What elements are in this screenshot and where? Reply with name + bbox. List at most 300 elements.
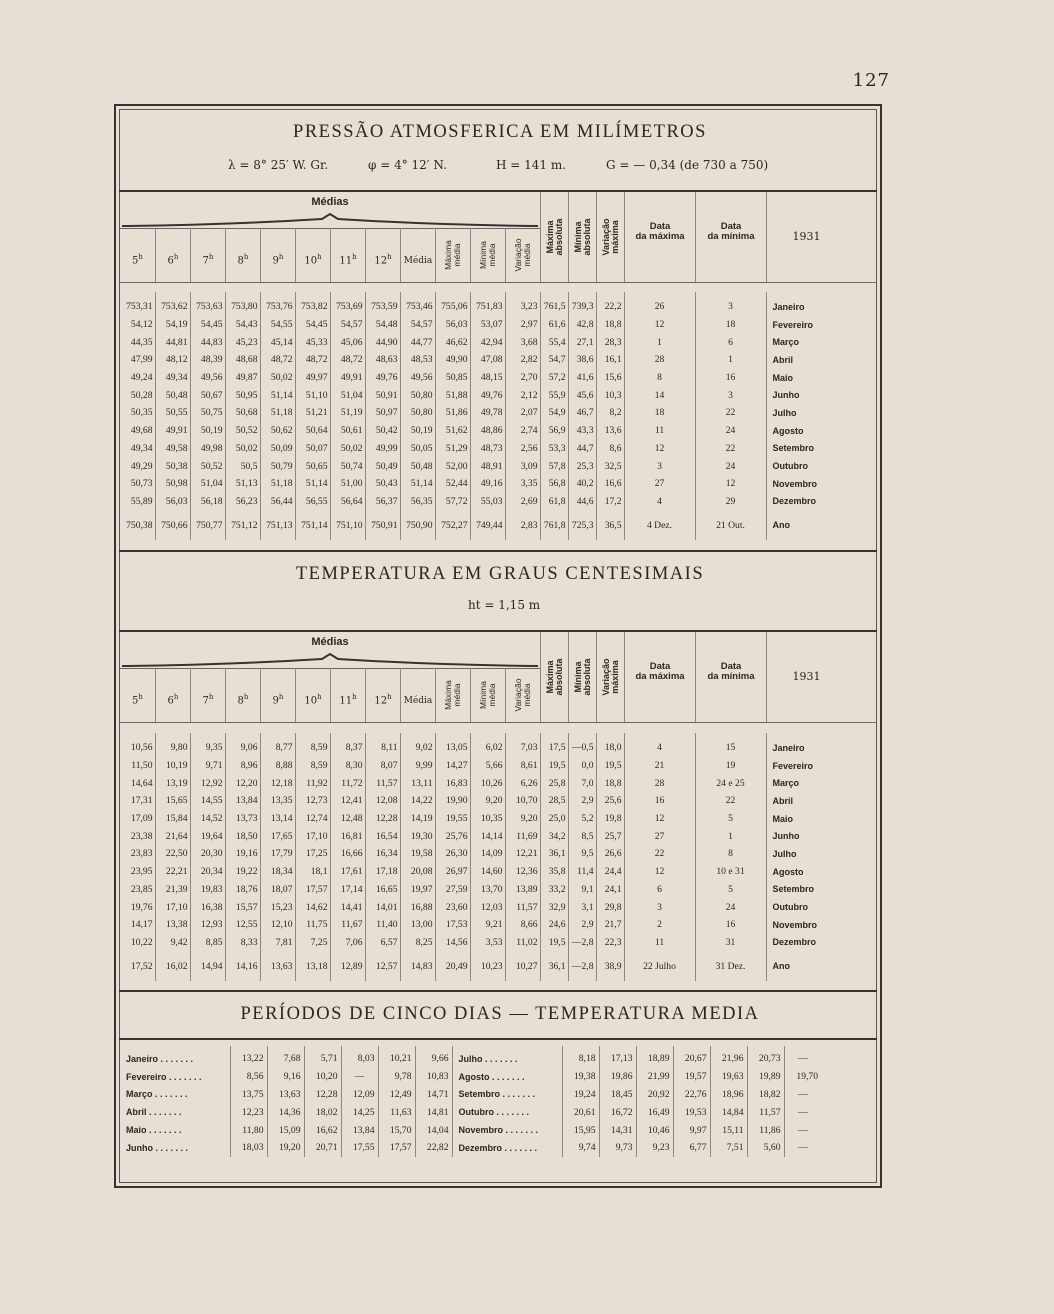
temperature-cell: 9,99	[400, 757, 435, 775]
periods-cell: 8,03	[341, 1046, 378, 1068]
temperature-cell: 8,33	[225, 934, 260, 952]
pressure-cell: 54,9	[540, 404, 568, 422]
pressure-cell: 6	[695, 333, 766, 351]
table-row	[120, 934, 846, 952]
pressure-cell: 50,05	[400, 440, 435, 458]
pressure-cell: 51,18	[260, 404, 295, 422]
pressure-cell: 2,70	[505, 369, 540, 387]
periods-cell: 10,46	[636, 1121, 673, 1139]
temperature-cell: 17,65	[260, 827, 295, 845]
pressure-cell: 22	[695, 440, 766, 458]
temperature-cell: 14,56	[435, 934, 470, 952]
temperature-cell: 14,83	[400, 951, 435, 981]
periods-cell: 18,45	[599, 1086, 636, 1104]
periods-cell: 16,62	[304, 1121, 341, 1139]
pressure-cell: 54,48	[365, 316, 400, 334]
pressure-cell: 3,23	[505, 292, 540, 316]
temperature-cell: 14,09	[470, 845, 505, 863]
pressure-cell: 48,68	[225, 351, 260, 369]
pressure-cell: 49,97	[295, 369, 330, 387]
temperature-cell: 22,50	[155, 845, 190, 863]
temperature-cell: 19,30	[400, 827, 435, 845]
temperature-cell: 8,59	[295, 733, 330, 757]
periods-cell: 17,57	[378, 1139, 415, 1157]
periods-month-label: Janeiro . . . . . . .	[126, 1053, 194, 1064]
pressure-cell: 54,55	[260, 316, 295, 334]
coord-h: H = 141 m.	[496, 158, 567, 172]
temperature-header-maxima-absoluta: Máxima absoluta	[540, 632, 568, 722]
temperature-cell: 7,81	[260, 934, 295, 952]
pressure-cell: 53,3	[540, 440, 568, 458]
temperature-cell: 26,97	[435, 863, 470, 881]
temperature-cell: 14,94	[190, 951, 225, 981]
temperature-cell: 2	[624, 916, 695, 934]
pressure-cell: 50,48	[155, 386, 190, 404]
pressure-cell: 18,8	[596, 316, 624, 334]
pressure-cell: 48,72	[330, 351, 365, 369]
pressure-cell: 753,80	[225, 292, 260, 316]
pressure-cell: 753,46	[400, 292, 435, 316]
table-row	[120, 316, 846, 334]
pressure-cell: 56,64	[330, 493, 365, 511]
pressure-cell: 751,10	[330, 510, 365, 540]
temperature-cell: 6,57	[365, 934, 400, 952]
pressure-cell: 50,55	[155, 404, 190, 422]
temperature-cell: 7,0	[568, 774, 596, 792]
temperature-cell: 8,77	[260, 733, 295, 757]
temperature-cell: 11,75	[295, 916, 330, 934]
pressure-cell: 53,07	[470, 316, 505, 334]
pressure-cell: 10,3	[596, 386, 624, 404]
temperature-cell: 21,64	[155, 827, 190, 845]
temperature-cell: 8,5	[568, 827, 596, 845]
pressure-cell: 22,2	[596, 292, 624, 316]
pressure-cell: 55,4	[540, 333, 568, 351]
pressure-month-label: Abril	[766, 351, 846, 369]
periods-cell: 15,09	[267, 1121, 304, 1139]
pressure-cell: 50,52	[190, 457, 225, 475]
periods-cell: 19,53	[673, 1103, 710, 1121]
table-row	[120, 757, 846, 775]
temperature-cell: 1	[695, 827, 766, 845]
temperature-cell: 15,65	[155, 792, 190, 810]
pressure-header-data-maxima: Data da máxima	[624, 192, 695, 282]
periods-cell: 12,09	[341, 1086, 378, 1104]
pressure-header-data-minima: Data da mínima	[695, 192, 766, 282]
temperature-cell: 3,1	[568, 898, 596, 916]
temperature-cell: 16,66	[330, 845, 365, 863]
table-row	[120, 1103, 821, 1121]
pressure-cell: 51,62	[435, 422, 470, 440]
temperature-cell: 4	[624, 733, 695, 757]
pressure-cell: 2,56	[505, 440, 540, 458]
periods-month-label: Maio . . . . . . .	[126, 1125, 182, 1136]
periods-cell: 14,31	[599, 1121, 636, 1139]
pressure-cell: 49,24	[130, 372, 153, 384]
pressure-cell: 12	[695, 475, 766, 493]
periods-cell: 14,84	[710, 1103, 747, 1121]
temperature-cell: 8,59	[295, 757, 330, 775]
pressure-cell: 50,49	[365, 457, 400, 475]
periods-month-label: Junho . . . . . . .	[126, 1142, 189, 1153]
pressure-cell: 47,08	[470, 351, 505, 369]
temperature-cell: 14,19	[400, 810, 435, 828]
pressure-cell: 54,45	[295, 316, 330, 334]
table-row	[120, 422, 846, 440]
pressure-cell: 17,2	[596, 493, 624, 511]
periods-cell: 12,23	[230, 1103, 267, 1121]
pressure-cell: 50,35	[130, 407, 153, 419]
pressure-cell: 753,82	[295, 292, 330, 316]
temperature-cell: 7,25	[295, 934, 330, 952]
temperature-cell: 38,9	[596, 951, 624, 981]
pressure-header-hour-11: 11$^h$	[330, 228, 365, 282]
table-row	[120, 951, 846, 981]
temperature-cell: 13,89	[505, 881, 540, 899]
pressure-cell: 49,76	[365, 369, 400, 387]
temperature-medias-brace	[120, 652, 540, 668]
temperature-header-minima-absoluta: Mínima absoluta	[568, 632, 596, 722]
temperature-cell: 23,95	[130, 866, 153, 878]
pressure-cell: 49,58	[155, 440, 190, 458]
temperature-cell: 28,5	[540, 792, 568, 810]
temperature-cell: 9,20	[505, 810, 540, 828]
pressure-header-hour-10: 10$^h$	[295, 228, 330, 282]
temperature-cell: 14,64	[130, 777, 153, 789]
temperature-cell: 17,79	[260, 845, 295, 863]
periods-cell: 21,96	[710, 1046, 747, 1068]
pressure-cell: 50,80	[400, 386, 435, 404]
pressure-cell: 50,74	[330, 457, 365, 475]
temperature-cell: 17,10	[155, 898, 190, 916]
pressure-month-label: Janeiro	[766, 292, 846, 316]
temperature-cell: 28	[624, 774, 695, 792]
temperature-cell: 15,23	[260, 898, 295, 916]
pressure-cell: 49,99	[365, 440, 400, 458]
pressure-cell: 49,16	[470, 475, 505, 493]
pressure-cell: 26	[624, 292, 695, 316]
periods-month-label: Fevereiro . . . . . . .	[126, 1071, 202, 1082]
periods-cell: 21,99	[636, 1068, 673, 1086]
pressure-cell: 56,18	[190, 493, 225, 511]
periods-cell: 8,18	[562, 1046, 599, 1068]
pressure-cell: 50,02	[225, 440, 260, 458]
pressure-month-label: Julho	[766, 404, 846, 422]
pressure-header-minima-absoluta: Mínima absoluta	[568, 192, 596, 282]
temperature-month-label: Dezembro	[766, 934, 846, 952]
temperature-cell: —2,8	[568, 934, 596, 952]
pressure-cell: 54,45	[190, 316, 225, 334]
temperature-cell: 21	[624, 757, 695, 775]
pressure-cell: 50,85	[435, 369, 470, 387]
pressure-cell: 51,04	[330, 386, 365, 404]
pressure-cell: 50,95	[225, 386, 260, 404]
table-row	[120, 792, 846, 810]
pressure-cell: 51,86	[435, 404, 470, 422]
temperature-cell: 8,37	[330, 733, 365, 757]
pressure-cell: 51,14	[400, 475, 435, 493]
pressure-cell: 56,37	[365, 493, 400, 511]
pressure-cell: 2,82	[505, 351, 540, 369]
temperature-cell: 17,25	[295, 845, 330, 863]
temperature-cell: 9,21	[470, 916, 505, 934]
periods-cell: 19,38	[562, 1068, 599, 1086]
pressure-header-hour-7: 7$^h$	[190, 228, 225, 282]
temperature-month-label: Fevereiro	[766, 757, 846, 775]
pressure-header-year: 1931	[766, 192, 846, 282]
table-row	[120, 810, 846, 828]
pressure-title: PRESSÃO ATMOSFERICA EM MILÍMETROS	[293, 122, 707, 142]
temperature-month-label: Maio	[766, 810, 846, 828]
temperature-cell: 10,35	[470, 810, 505, 828]
pressure-month-label: Outubro	[766, 457, 846, 475]
temperature-cell: 12,93	[190, 916, 225, 934]
pressure-month-label: Fevereiro	[766, 316, 846, 334]
periods-cell: 19,20	[267, 1139, 304, 1157]
temperature-header-hour-12: 12$^h$	[365, 668, 400, 722]
periods-cell: 22,76	[673, 1086, 710, 1104]
periods-cell: 20,71	[304, 1139, 341, 1157]
temperature-cell: 17,10	[295, 827, 330, 845]
temperature-cell: 8,61	[505, 757, 540, 775]
temperature-cell: 16,38	[190, 898, 225, 916]
pressure-cell: 44,90	[365, 333, 400, 351]
temperature-cell: 5	[695, 881, 766, 899]
periods-cell: 20,67	[673, 1046, 710, 1068]
pressure-cell: 25,3	[568, 457, 596, 475]
pressure-cell: 12	[624, 440, 695, 458]
pressure-cell: 51,14	[260, 386, 295, 404]
temperature-cell: 19,90	[435, 792, 470, 810]
periods-month-label: Abril . . . . . . .	[126, 1107, 182, 1118]
temperature-cell: 12,21	[505, 845, 540, 863]
temperature-cell: 22	[624, 845, 695, 863]
pressure-cell: 45,06	[330, 333, 365, 351]
table-row	[120, 404, 846, 422]
temperature-header-variacao-media: Variação média	[505, 668, 540, 722]
temperature-cell: 19,64	[190, 827, 225, 845]
temperature-cell: 11,50	[131, 760, 153, 772]
pressure-cell: 8,6	[596, 440, 624, 458]
temperature-cell: 12,28	[365, 810, 400, 828]
pressure-cell: 751,12	[225, 510, 260, 540]
temperature-cell: 9,42	[155, 934, 190, 952]
pressure-month-label: Março	[766, 333, 846, 351]
pressure-cell: 1	[695, 351, 766, 369]
temperature-cell: 14,41	[330, 898, 365, 916]
pressure-cell: 49,56	[400, 369, 435, 387]
pressure-cell: 48,73	[470, 440, 505, 458]
pressure-cell: 44,77	[400, 333, 435, 351]
pressure-cell: 45,6	[568, 386, 596, 404]
temperature-cell: 19,83	[190, 881, 225, 899]
periods-cell: 14,71	[415, 1086, 452, 1104]
periods-cell: 5,60	[747, 1139, 784, 1157]
temperature-cell: 23,38	[130, 830, 153, 842]
temperature-cell: 11,67	[330, 916, 365, 934]
periods-cell: 18,03	[230, 1139, 267, 1157]
periods-month-label: Março . . . . . . .	[126, 1089, 188, 1100]
pressure-cell: 4 Dez.	[624, 510, 695, 540]
table-row	[120, 898, 846, 916]
pressure-cell: 56,9	[540, 422, 568, 440]
periods-cell: 19,63	[710, 1068, 747, 1086]
pressure-cell: 56,03	[435, 316, 470, 334]
temperature-header-variacao-maxima: Variação máxima	[596, 632, 624, 722]
temperature-cell: 16,81	[330, 827, 365, 845]
temperature-cell: 25,7	[596, 827, 624, 845]
pressure-cell: 45,14	[260, 333, 295, 351]
pressure-cell: 48,63	[365, 351, 400, 369]
temperature-medias-label: Médias	[311, 636, 349, 648]
temperature-cell: 12,92	[190, 774, 225, 792]
pressure-cell: 50,28	[130, 389, 153, 401]
temperature-cell: 12,41	[330, 792, 365, 810]
pressure-header-variacao-media: Variação média	[505, 228, 540, 282]
pressure-cell: 18	[624, 404, 695, 422]
pressure-cell: 752,27	[435, 510, 470, 540]
temperature-cell: 19,55	[435, 810, 470, 828]
temperature-cell: 13,70	[470, 881, 505, 899]
temperature-cell: 18,1	[295, 863, 330, 881]
table-row	[120, 510, 846, 540]
pressure-cell: 1	[624, 333, 695, 351]
pressure-cell: 755,06	[435, 292, 470, 316]
pressure-cell: 50,97	[365, 404, 400, 422]
pressure-cell: 739,3	[568, 292, 596, 316]
pressure-cell: 51,19	[330, 404, 365, 422]
temperature-cell: 20,34	[190, 863, 225, 881]
pressure-cell: 61,6	[540, 316, 568, 334]
temperature-cell: 3,53	[470, 934, 505, 952]
pressure-month-label: Ano	[766, 510, 846, 540]
pressure-header-hour-5: 5$^h$	[132, 252, 143, 266]
temperature-cell: 0,0	[568, 757, 596, 775]
pressure-cell: 50,52	[225, 422, 260, 440]
temperature-month-label: Janeiro	[766, 733, 846, 757]
pressure-cell: 49,91	[155, 422, 190, 440]
pressure-month-label: Dezembro	[766, 493, 846, 511]
pressure-cell: 50,62	[260, 422, 295, 440]
temperature-cell: 8,66	[505, 916, 540, 934]
pressure-medias-brace	[120, 212, 540, 228]
pressure-cell: 57,2	[540, 369, 568, 387]
temperature-header-minima-media: Mínima média	[470, 668, 505, 722]
periods-cell: 9,74	[562, 1139, 599, 1157]
temperature-cell: 3	[624, 898, 695, 916]
temperature-cell: 16,02	[155, 951, 190, 981]
periods-cell: 7,68	[267, 1046, 304, 1068]
pressure-cell: 725,3	[568, 510, 596, 540]
temperature-cell: 34,2	[540, 827, 568, 845]
periods-cell: 19,24	[562, 1086, 599, 1104]
periods-cell: —	[784, 1086, 821, 1104]
table-row	[120, 457, 846, 475]
temperature-cell: 22,21	[155, 863, 190, 881]
temperature-cell: 29,8	[596, 898, 624, 916]
temperature-cell: 23,85	[130, 883, 153, 895]
temperature-cell: 9,35	[190, 733, 225, 757]
pressure-cell: 2,74	[505, 422, 540, 440]
temperature-header-hour-6: 6$^h$	[155, 668, 190, 722]
temperature-cell: 13,73	[225, 810, 260, 828]
pressure-cell: 50,42	[365, 422, 400, 440]
temperature-cell: 13,84	[225, 792, 260, 810]
temperature-cell: 24,4	[596, 863, 624, 881]
pressure-header-hour-8: 8$^h$	[225, 228, 260, 282]
temperature-cell: 22	[695, 792, 766, 810]
pressure-cell: 28,3	[596, 333, 624, 351]
periods-cell: 13,22	[230, 1046, 267, 1068]
pressure-cell: 3,68	[505, 333, 540, 351]
temperature-cell: 35,8	[540, 863, 568, 881]
temperature-cell: 16,83	[435, 774, 470, 792]
temperature-cell: 11,57	[505, 898, 540, 916]
temperature-cell: 12,36	[505, 863, 540, 881]
temperature-cell: 31 Dez.	[695, 951, 766, 981]
temperature-cell: 12,57	[365, 951, 400, 981]
periods-month-label: Agosto . . . . . . .	[452, 1068, 562, 1086]
temperature-cell: 6	[624, 881, 695, 899]
periods-month-label: Julho . . . . . . .	[452, 1046, 562, 1068]
table-row	[120, 369, 846, 387]
pressure-cell: 38,6	[568, 351, 596, 369]
pressure-month-label: Maio	[766, 369, 846, 387]
pressure-cell: 57,72	[435, 493, 470, 511]
temperature-month-label: Novembro	[766, 916, 846, 934]
temperature-header-hour-9: 9$^h$	[260, 668, 295, 722]
pressure-cell: 42,94	[470, 333, 505, 351]
temperature-cell: 10,22	[130, 936, 153, 948]
pressure-cell: 43,3	[568, 422, 596, 440]
temperature-cell: 10,19	[155, 757, 190, 775]
periods-cell: 6,77	[673, 1139, 710, 1157]
temperature-cell: 5,66	[470, 757, 505, 775]
pressure-cell: 49,98	[190, 440, 225, 458]
periods-cell: 11,86	[747, 1121, 784, 1139]
pressure-cell: 50,02	[330, 440, 365, 458]
temperature-cell: 24,6	[540, 916, 568, 934]
pressure-cell: 3,35	[505, 475, 540, 493]
temperature-header-hour-8: 8$^h$	[225, 668, 260, 722]
temperature-cell: 19,97	[400, 881, 435, 899]
temperature-cell: 15,57	[225, 898, 260, 916]
temperature-cell: 13,35	[260, 792, 295, 810]
temperature-cell: 23,83	[130, 848, 153, 860]
pressure-cell: 45,23	[225, 333, 260, 351]
temperature-header-data-maxima: Data da máxima	[624, 632, 695, 722]
pressure-cell: 50,02	[260, 369, 295, 387]
pressure-cell: 51,88	[435, 386, 470, 404]
temperature-month-label: Outubro	[766, 898, 846, 916]
temperature-cell: 14,52	[190, 810, 225, 828]
temperature-cell: 14,62	[295, 898, 330, 916]
temperature-month-label: Abril	[766, 792, 846, 810]
pressure-cell: 50,91	[365, 386, 400, 404]
periods-cell: 14,25	[341, 1103, 378, 1121]
pressure-header-variacao-maxima: Variação máxima	[596, 192, 624, 282]
temperature-cell: 5,2	[568, 810, 596, 828]
temperature-cell: 7,06	[330, 934, 365, 952]
temperature-cell: 31	[695, 934, 766, 952]
pressure-cell: 761,5	[540, 292, 568, 316]
temperature-cell: 16,54	[365, 827, 400, 845]
periods-cell: 16,72	[599, 1103, 636, 1121]
periods-cell: —	[784, 1121, 821, 1139]
pressure-cell: 57,8	[540, 457, 568, 475]
table-row	[120, 916, 846, 934]
pressure-header-media: Média	[400, 228, 435, 282]
